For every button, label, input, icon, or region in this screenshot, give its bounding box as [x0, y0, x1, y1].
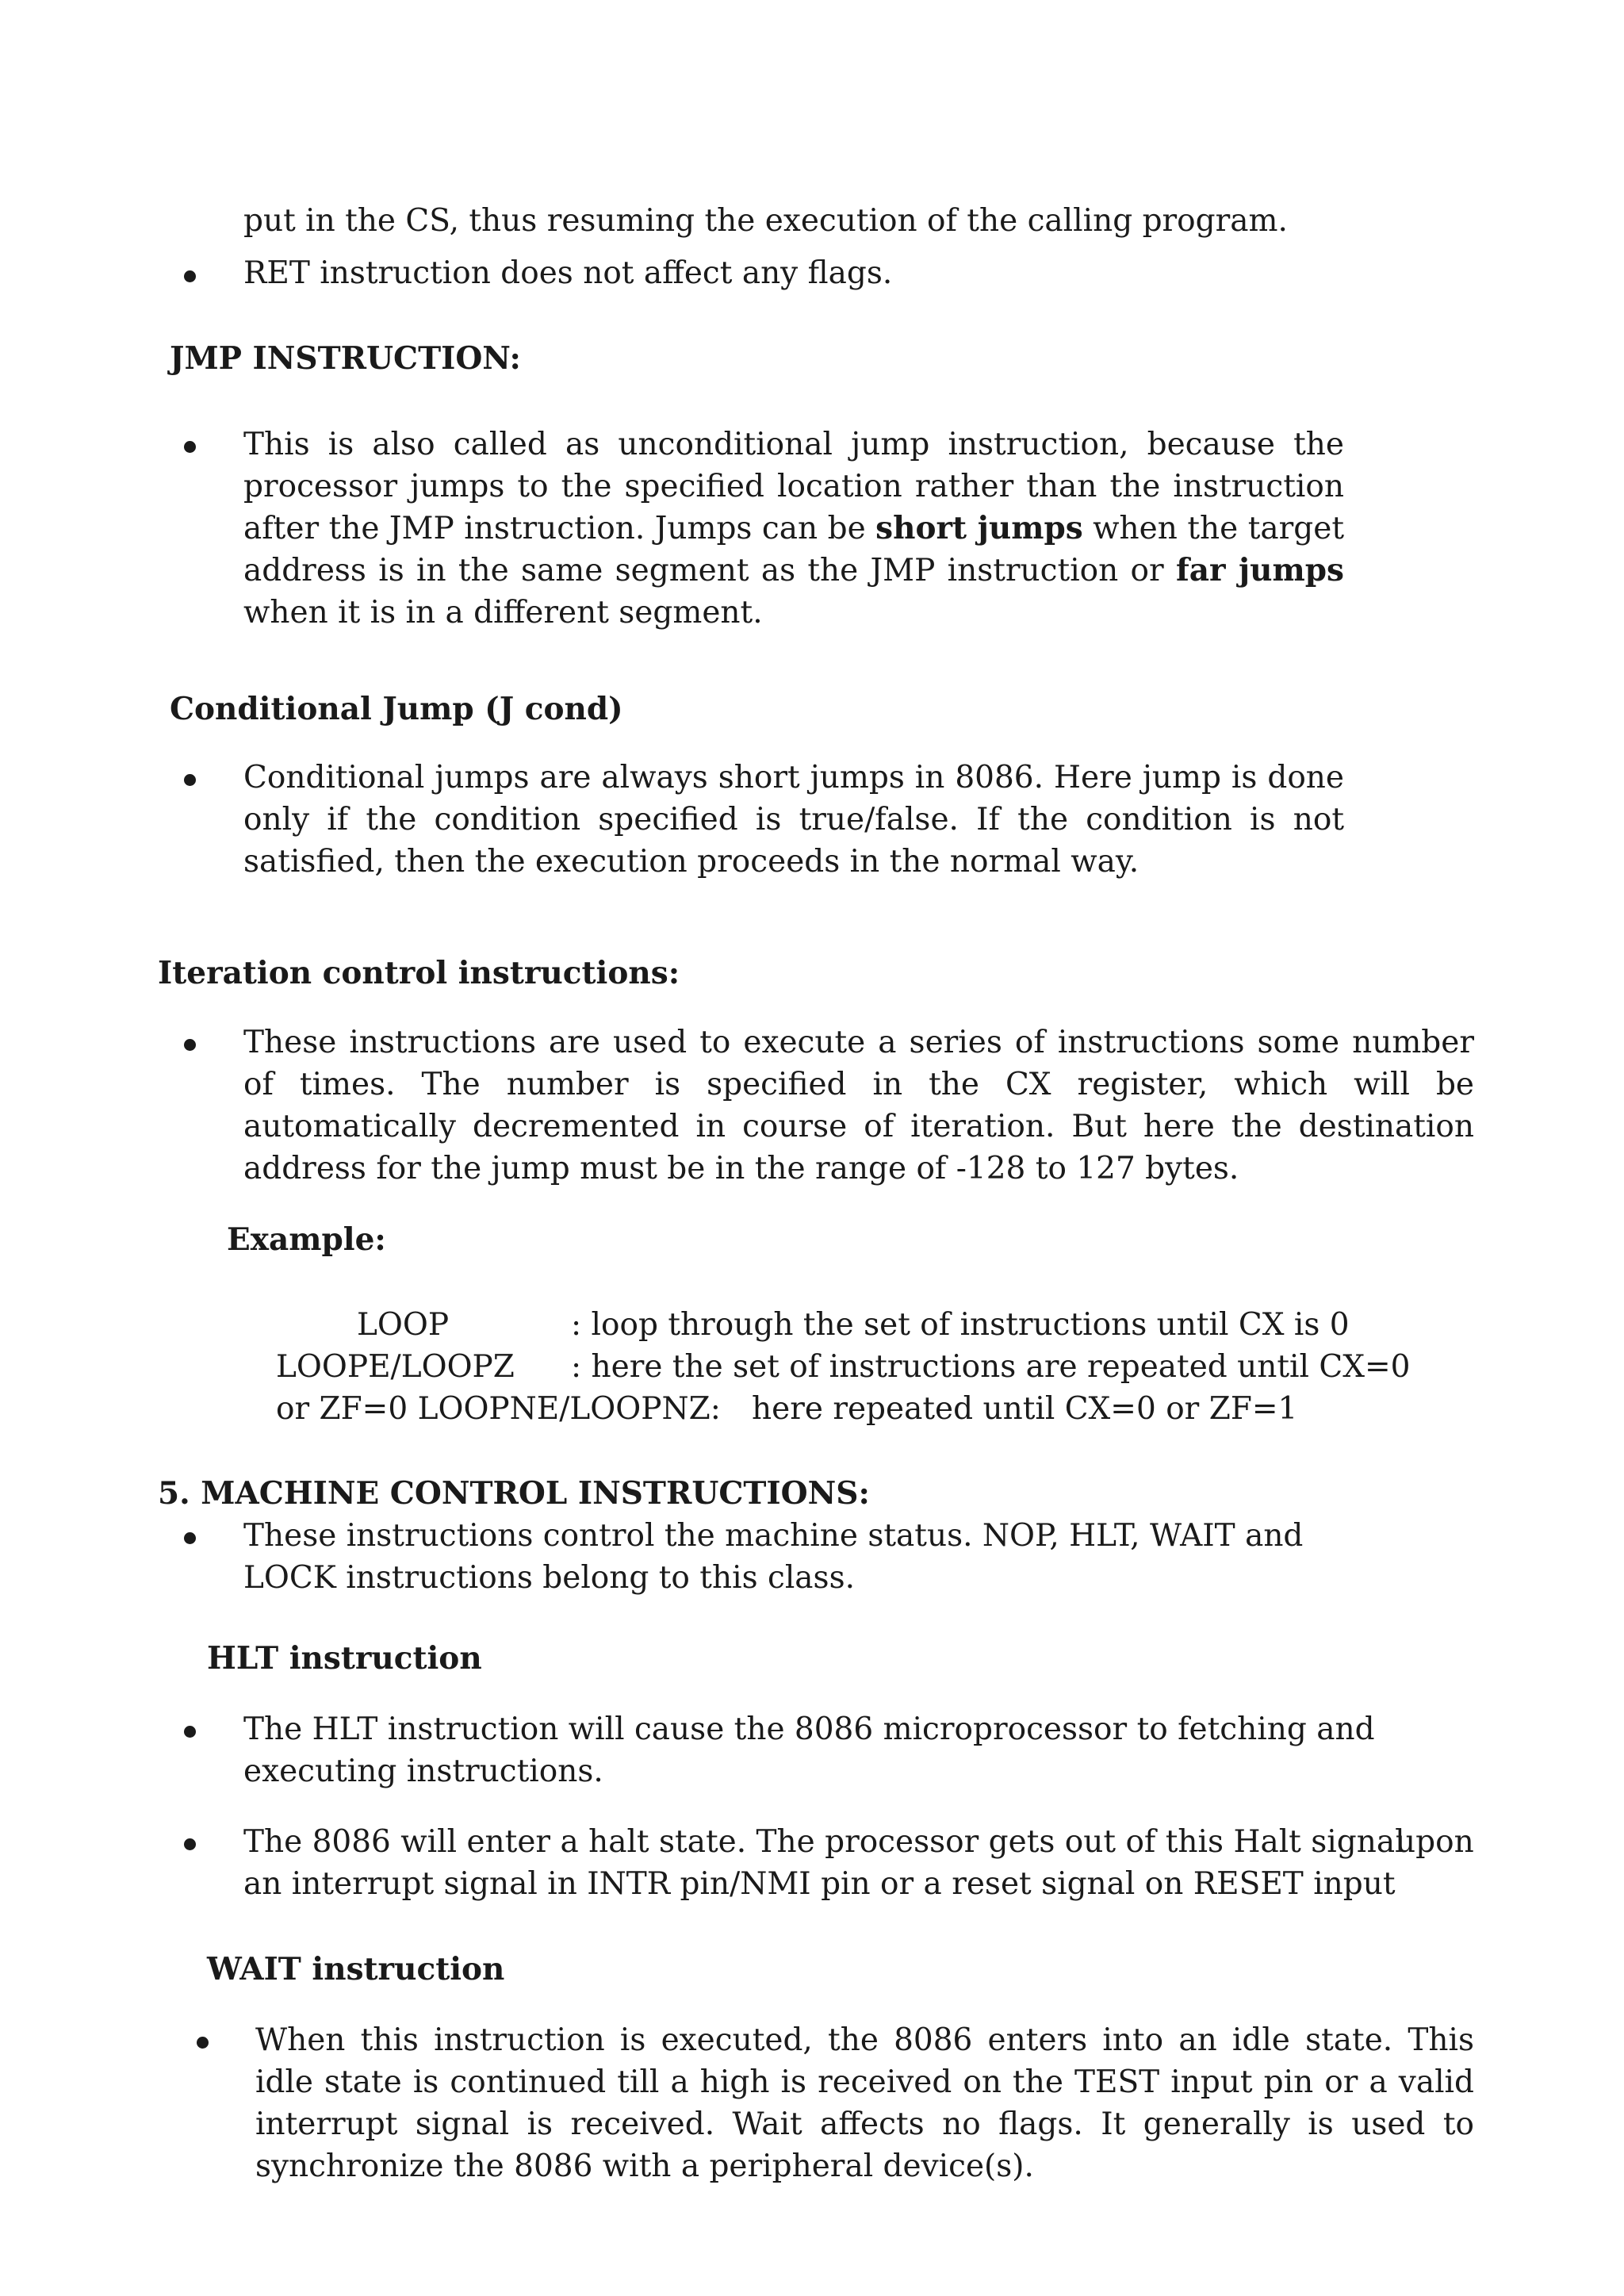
example-loopne-mnemonic: or ZF=0 LOOPNE/LOOPNZ: [276, 1391, 721, 1427]
example-loope-desc: : here the set of instructions are repeated until CX=0 [571, 1349, 1411, 1385]
jmp-paragraph: This is also called as unconditional jump instruction, because the processor jumps to the specified location rather than the instruction after the JMP instruction. Jumps can be short jumps when the target address is in the same segment as the JMP instruction or far jumps when it is in a different segment. [243, 427, 1345, 631]
bullet-icon [184, 1039, 196, 1051]
hlt-paragraph-2-line1: The 8086 will enter a halt state. The processor gets out of this Halt signal [243, 1824, 1405, 1860]
iteration-heading: Iteration control instructions: [158, 955, 680, 991]
bullet-icon [184, 774, 196, 786]
bullet-icon [184, 1838, 196, 1850]
ret-flags-text: RET instruction does not affect any flags. [243, 255, 893, 291]
conditional-jump-heading: Conditional Jump (J cond) [170, 691, 623, 727]
bullet-icon [197, 2037, 209, 2049]
example-loop-mnemonic: LOOP [357, 1307, 450, 1343]
example-loope-mnemonic: LOOPE/LOOPZ [276, 1349, 515, 1385]
hlt-heading: HLT instruction [207, 1640, 482, 1677]
example-loopne-desc: here repeated until CX=0 or ZF=1 [752, 1391, 1298, 1427]
hlt-paragraph-2-line2: an interrupt signal in INTR pin/NMI pin or a reset signal on RESET input [243, 1866, 1396, 1902]
wait-heading: WAIT instruction [207, 1951, 505, 1987]
example-heading: Example: [227, 1221, 386, 1258]
iteration-paragraph: These instructions are used to execute a series of instructions some number of times. The number is specified in the CX register, which will be automatically decremented in course of iteration. But here the destination address for the jump must be in the range of -128 to 127 bytes. [243, 1025, 1474, 1186]
example-loop-desc: : loop through the set of instructions until CX is 0 [571, 1307, 1350, 1343]
bullet-icon [184, 1532, 196, 1544]
wait-paragraph: When this instruction is executed, the 8086 enters into an idle state. This idle state is continued till a high is received on the TEST input pin or a valid interrupt signal is received. Wait affects no flags. It generally is used to synchronize the 8086 with a peripheral device(s). [255, 2022, 1474, 2184]
hlt-paragraph-2-upon: upon [1396, 1824, 1474, 1860]
short-jumps-term: short jumps [875, 510, 1083, 546]
continued-line: put in the CS, thus resuming the execution of the calling program. [243, 203, 1288, 239]
far-jumps-term: far jumps [1175, 552, 1344, 588]
machine-control-heading: 5. MACHINE CONTROL INSTRUCTIONS: [158, 1475, 870, 1512]
bullet-icon [184, 1726, 196, 1738]
machine-control-paragraph: These instructions control the machine status. NOP, HLT, WAIT and LOCK instructions belong to this class. [243, 1518, 1304, 1596]
jmp-heading: JMP INSTRUCTION: [170, 340, 521, 377]
hlt-paragraph-1: The HLT instruction will cause the 8086 microprocessor to fetching and executing instructions. [243, 1711, 1375, 1789]
conditional-jump-paragraph: Conditional jumps are always short jumps in 8086. Here jump is done only if the condition specified is true/false. If the condition is not satisfied, then the execution proceeds in the normal way. [243, 760, 1344, 880]
bullet-icon [184, 270, 196, 282]
bullet-icon [184, 441, 196, 453]
